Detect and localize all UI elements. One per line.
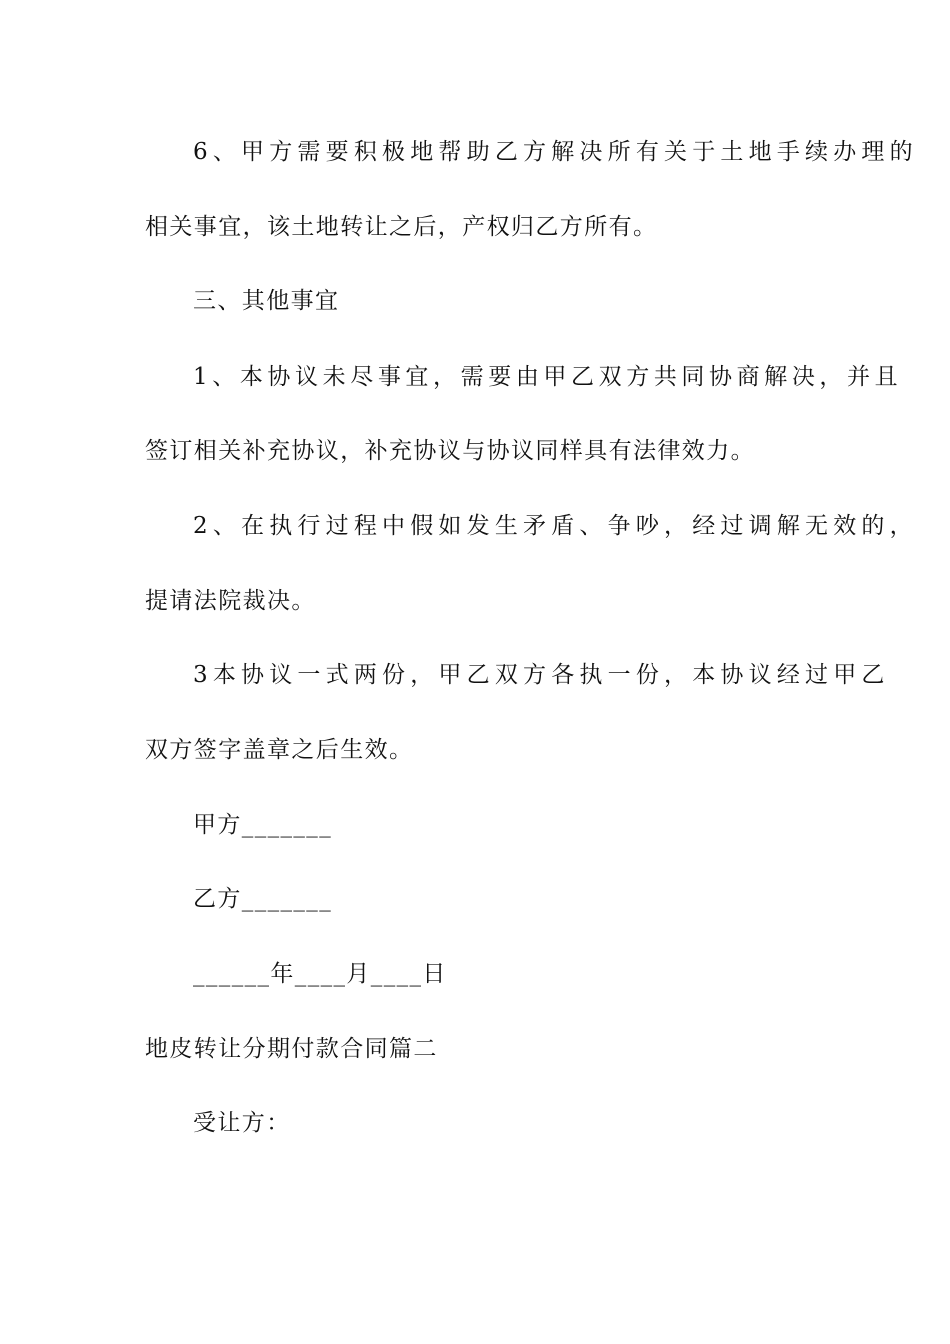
clause-2-line-2: 提请法院裁决。: [145, 588, 316, 614]
clause-1-line-1: 1、本协议未尽事宜，需要由甲乙双方共同协商解决，并且: [193, 364, 903, 390]
section-heading-other-matters: 三、其他事宜: [193, 288, 340, 314]
section-title-contract-2: 地皮转让分期付款合同篇二: [145, 1036, 438, 1062]
clause-2-line-1: 2、在执行过程中假如发生矛盾、争吵，经过调解无效的，: [193, 513, 918, 539]
paragraph-6-line-2: 相关事宜，该土地转让之后，产权归乙方所有。: [145, 214, 658, 240]
party-b-signature-line: 乙方_______: [193, 886, 333, 912]
transferee-label: 受让方：: [193, 1110, 291, 1136]
clause-3-line-2: 双方签字盖章之后生效。: [145, 737, 414, 763]
clause-1-line-2: 签订相关补充协议，补充协议与协议同样具有法律效力。: [145, 438, 755, 464]
date-line: ______年____月____日: [193, 961, 447, 987]
party-a-signature-line: 甲方_______: [193, 812, 333, 838]
clause-3-line-1: 3本协议一式两份，甲乙双方各执一份，本协议经过甲乙: [193, 662, 890, 688]
paragraph-6-line-1: 6、甲方需要积极地帮助乙方解决所有关于土地手续办理的: [193, 139, 918, 165]
